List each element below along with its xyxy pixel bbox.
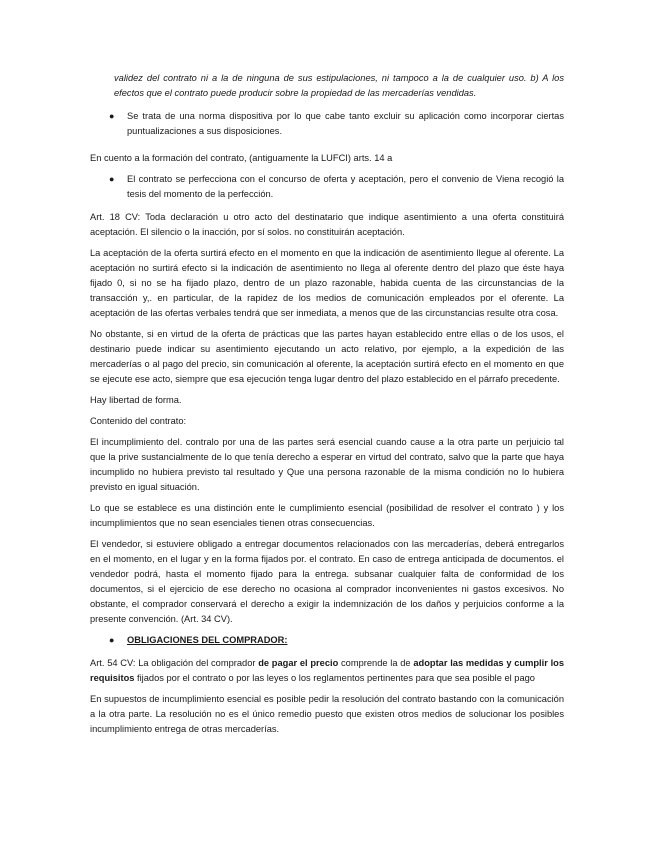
aceptacion-paragraph: La aceptación de la oferta surtirá efecto en el momento en que la indicación de asentimiento llegue al oferente. La aceptación no surtirá efecto si la indicación de asentimiento no llega al oferente dentro del plazo que éste haya fijado 0, si no se ha fijado plazo, dentro de un plazo razonable, habida cuenta de las circunstancias de la transacción y,. en particular, de la rapidez de los medios de comunicación empleados por el oferente. La aceptación de las ofertas verbales tendrá que ser inmediata, a menos que de las circunstancias resulte otra cosa.	[90, 248, 564, 318]
bullet-icon: ●	[109, 111, 115, 121]
obligaciones-heading-item	[90, 633, 564, 648]
document-body	[90, 71, 564, 743]
resolucion-paragraph: En supuestos de incumplimiento esencial es posible pedir la resolución del contrato bastando con la comunicación a la otra parte. La resolución no es el único remedio puesto que existen otros medios de solucionar los posibles incumplimiento entrega de otras mercaderías.	[90, 694, 564, 734]
art54-text: fijados por el contrato o por las leyes o los reglamentos pertinentes para que sea posible el pago	[134, 673, 535, 683]
art54-text: comprende la de	[338, 658, 414, 668]
bullet-icon: ●	[109, 174, 115, 184]
no-obstante-paragraph: No obstante, si en virtud de la oferta de prácticas que las partes hayan establecido entre ellas o de los usos, el destinario puede indicar su asentimiento ejecutando un acto relativo, por ejemplo, a la expedición de las mercaderías o al pago del precio, sin comunicación al oferente, la aceptación surtirá efecto en el momento en que se ejecute ese acto, siempre que esa ejecución tenga lugar dentro del plazo establecido en el párrafo precedente.	[90, 329, 564, 384]
vendedor-paragraph: El vendedor, si estuviere obligado a entregar documentos relacionados con las mercaderías, deberá entregarlos en el momento, en el lugar y en la forma fijados por. el contrato. En caso de entrega anticipada de documentos. el vendedor podrá, hasta el momento fijado para la entrega. subsanar cualquier falta de conformidad de los documentos, si el ejercicio de ese derecho no ocasiona al comprador inconvenientes ni gastos excesivos. No obstante, el comprador conservará el derecho a exigir la indemnización de los daños y perjuicios conforme a la presente convención. (Art. 34 CV).	[90, 539, 564, 624]
bullet-icon: ●	[109, 635, 115, 645]
bullet-item-dispositiva	[90, 109, 564, 139]
art54-bold-pagar: de pagar el precio	[258, 658, 339, 668]
bullet-text: El contrato se perfecciona con el concurso de oferta y aceptación, pero el convenio de Viena recogió la tesis del momento de la perfección.	[127, 174, 564, 199]
art54-bold-medidas: adoptar las medidas y cumplir los requisitos	[90, 658, 564, 683]
distincion-paragraph: Lo que se establece es una distinción ente le cumplimiento esencial (posibilidad de resolver el contrato ) y los incumplimientos que no sean esenciales tienen otras consecuencias.	[90, 503, 564, 528]
contenido-heading: Contenido del contrato:	[90, 416, 187, 426]
art54-text: Art. 54 CV: La obligación del comprador	[90, 658, 259, 668]
art54-paragraph	[90, 656, 564, 686]
obligaciones-heading: OBLIGACIONES DEL COMPRADOR:	[127, 635, 288, 645]
art18-paragraph: Art. 18 CV: Toda declaración u otro acto del destinatario que indique asentimiento a una oferta constituirá aceptación. El silencio o la inacción, por sí solos. no constituirán aceptación.	[90, 212, 564, 237]
bullet-item-perfecciona	[90, 172, 564, 202]
libertad-forma: Hay libertad de forma.	[90, 395, 182, 405]
formacion-heading: En cuento a la formación del contrato, (antiguamente la LUFCI) arts. 14 a	[90, 153, 393, 163]
bullet-text: Se trata de una norma dispositiva por lo que cabe tanto excluir su aplicación como incorporar ciertas puntualizaciones a sus disposiciones.	[127, 111, 564, 136]
italic-continuation: validez del contrato ni a la de ninguna de sus estipulaciones, ni tampoco a la de cualquier uso. b) A los efectos que el contrato puede producir sobre la propiedad de las mercaderías vendidas.	[114, 73, 564, 98]
incumplimiento-paragraph: El incumplimiento del. contralo por una de las partes será esencial cuando cause a la otra parte un perjuicio tal que la prive sustancialmente de lo que tenía derecho a esperar en virtud del contrato, salvo que la parte que haya incumplido no hubiera previsto tal resultado y Que una persona razonable de la misma condición no lo hubiera previsto en igual situación.	[90, 437, 564, 492]
